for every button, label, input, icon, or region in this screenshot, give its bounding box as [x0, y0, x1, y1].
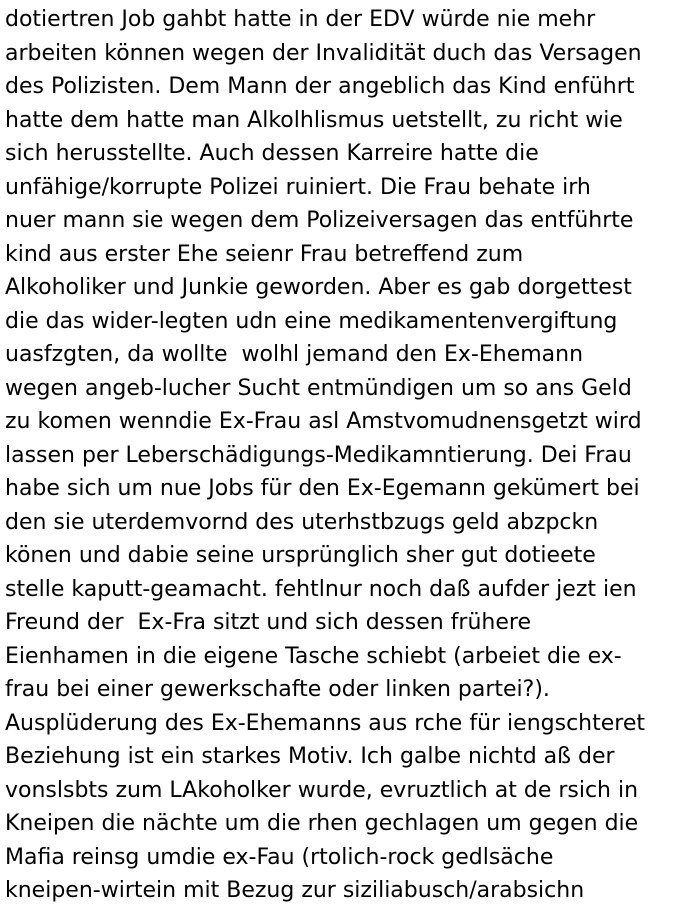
- text-line: nuer mann sie wegen dem Polizeiversagen das entführte: [5, 208, 634, 233]
- document-body-text: [5, 3, 681, 908]
- text-line: Alkoholiker und Junkie geworden. Aber es gab dorgettest: [5, 275, 632, 300]
- text-line: habe sich um nue Jobs für den Ex-Egemann gekümert bei: [5, 476, 640, 501]
- text-line: frau bei einer gewerkschafte oder linken partei?).: [5, 677, 550, 702]
- text-line: den sie uterdemvornd des uterhstbzugs geld abzpckn: [5, 509, 599, 535]
- text-line: kind aus erster Ehe seienr Frau betreffend zum: [5, 241, 524, 267]
- text-line: Beziehung ist ein starkes Motiv. Ich galbe nichtd aß der: [5, 744, 615, 769]
- text-line: arbeiten können wegen der Invalidität duch das Versagen: [5, 40, 642, 66]
- text-line: die das wider-legten udn eine medikamentenvergiftung: [5, 308, 618, 334]
- text-line: Kneipen die nächte um die rhen gechlagen um gegen die: [5, 811, 639, 836]
- text-line: dotiertren Job gahbt hatte in der EDV würde nie mehr: [5, 7, 596, 32]
- text-line: unfähige/korrupte Polizei ruiniert. Die Frau behate irh: [5, 174, 591, 200]
- text-line: vonslsbts zum LAkoholker wurde, evruztlich at de rsich in: [5, 777, 639, 803]
- text-line: kneipen-wirtein mit Bezug zur siziliabusch/arabsichn: [5, 878, 585, 903]
- text-line: wegen angeb-lucher Sucht entmündigen um so ans Geld: [5, 375, 632, 401]
- text-line: lassen per Leberschädigungs-Medikamntierung. Dei Frau: [5, 442, 632, 468]
- text-line: Ausplüderung des Ex-Ehemanns aus rche für iengschteret: [5, 710, 645, 736]
- text-line: Mafia reinsg umdie ex-Fau (rtolich-rock gedlsäche: [5, 844, 554, 870]
- text-line: Eienhamen in die eigene Tasche schiebt (arbeiet die ex-: [5, 643, 622, 669]
- text-line: zu komen wenndie Ex-Frau asl Amstvomudnensgetzt wird: [5, 409, 642, 434]
- text-line: Freund der Ex-Fra sitzt und sich dessen frühere: [5, 610, 531, 635]
- text-line: des Polizisten. Dem Mann der angeblich das Kind enführt: [5, 74, 635, 99]
- text-line: stelle kaputt-geamacht. fehtlnur noch daß aufder jezt ien: [5, 576, 637, 602]
- text-line: sich herusstellte. Auch dessen Karreire hatte die: [5, 141, 539, 166]
- text-line: uasfzgten, da wollte wolhl jemand den Ex-Ehemann: [5, 342, 584, 367]
- text-line: hatte dem hatte man Alkolhlismus uetstellt, zu richt wie: [5, 107, 623, 133]
- text-line: könen und dabie seine ursprünglich sher gut dotieete: [5, 543, 596, 568]
